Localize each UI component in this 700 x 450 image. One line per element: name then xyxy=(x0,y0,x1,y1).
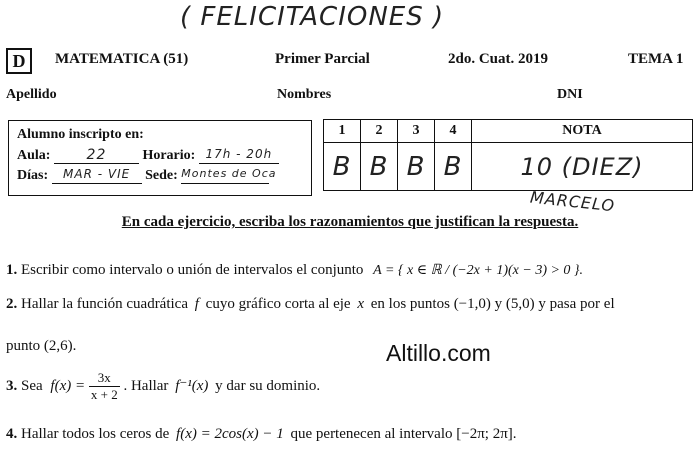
exercise-3-text-c: y dar su dominio. xyxy=(215,377,321,394)
aula-value: 22 xyxy=(54,147,139,164)
exercise-2-text-a: Hallar la función cuadrática xyxy=(21,296,188,312)
instructions: En cada ejercicio, escriba los razonamientos que justifican la respuesta. xyxy=(121,214,579,230)
horario-value: 17h - 20h xyxy=(199,147,279,164)
exercise-3-numerator: 3x xyxy=(89,370,120,387)
exercise-4-text-b: que pertenecen al intervalo xyxy=(290,426,453,442)
exercise-2-point-3: (2,6). xyxy=(43,338,77,354)
term: 2do. Cuat. 2019 xyxy=(448,51,549,67)
grade-2: B xyxy=(361,143,398,191)
exercise-3-denominator: x + 2 xyxy=(90,387,118,402)
exercise-1 xyxy=(6,262,583,279)
exercise-4 xyxy=(6,426,517,443)
apellido-label: Apellido xyxy=(6,87,57,102)
grade-4: B xyxy=(435,143,472,191)
watermark: Altillo.com xyxy=(386,340,491,366)
exercise-4-text-a: Hallar todos los ceros de xyxy=(21,426,170,442)
dni-label: DNI xyxy=(557,87,583,102)
exercise-2-number: 2. xyxy=(6,296,18,312)
exercise-3-text-b: . Hallar xyxy=(123,377,169,394)
exercise-2-text-b: cuyo gráfico corta al eje xyxy=(205,296,351,312)
exercise-2-text-d: y pasa por el xyxy=(538,296,615,312)
dias-value: MAR - VIE xyxy=(52,167,142,184)
exercise-2-point-1: (−1,0) xyxy=(453,296,491,312)
student-box-title: Alumno inscripto en: xyxy=(17,127,144,142)
exercise-3-fraction xyxy=(89,370,120,403)
exam-version-badge: D xyxy=(6,48,32,74)
exercise-3-text-a: Sea xyxy=(21,377,43,394)
exercise-1-number: 1. xyxy=(6,262,18,278)
subject-title: MATEMATICA (51) xyxy=(55,51,189,67)
exercise-2-x: x xyxy=(357,296,365,312)
exercise-2 xyxy=(6,296,615,313)
exercise-1-formula: A = { x ∈ ℝ / (−2x + 1)(x − 3) > 0 }. xyxy=(373,263,584,278)
sede-value: Montes de Oca xyxy=(181,167,269,184)
exercise-2-continued xyxy=(6,338,76,355)
handwritten-congratulations: ( FELICITACIONES ) xyxy=(180,2,445,32)
exercise-4-number: 4. xyxy=(6,426,18,442)
horario-label: Horario: xyxy=(142,148,196,163)
tema-label: TEMA 1 xyxy=(628,51,684,67)
exercise-4-formula: f(x) = 2cos(x) − 1 xyxy=(176,426,284,442)
exercise-3-number: 3. xyxy=(6,377,18,394)
exercise-3 xyxy=(6,370,320,403)
grade-1: B xyxy=(324,143,361,191)
grade-col-4: 4 xyxy=(435,120,472,143)
grade-3: B xyxy=(398,143,435,191)
dias-label: Días: xyxy=(17,168,49,183)
grade-col-3: 3 xyxy=(398,120,435,143)
grade-col-1: 1 xyxy=(324,120,361,143)
nota-value: 10 (DIEZ) xyxy=(472,143,693,191)
grade-col-2: 2 xyxy=(361,120,398,143)
handwritten-signature: MARCELO xyxy=(529,187,616,216)
exercise-3-lhs: f(x) = xyxy=(50,377,86,394)
exercise-3-inverse: f⁻¹(x) xyxy=(175,377,209,394)
sede-label: Sede: xyxy=(145,168,178,183)
exercise-2-y: y xyxy=(494,296,503,312)
exam-name: Primer Parcial xyxy=(275,51,370,67)
nombres-label: Nombres xyxy=(277,87,332,102)
aula-label: Aula: xyxy=(17,148,51,163)
nota-header: NOTA xyxy=(472,120,693,143)
exercise-4-interval: [−2π; 2π]. xyxy=(456,426,517,442)
exercise-2-f: f xyxy=(194,296,199,312)
exercise-2-point-2: (5,0) xyxy=(505,296,535,312)
exercise-2-text-e: punto xyxy=(6,338,41,354)
exercise-1-text: Escribir como intervalo o unión de intervalos el conjunto xyxy=(21,262,364,278)
exercise-2-text-c: en los puntos xyxy=(370,296,450,312)
student-info-box xyxy=(8,120,312,196)
grade-table xyxy=(323,119,693,191)
